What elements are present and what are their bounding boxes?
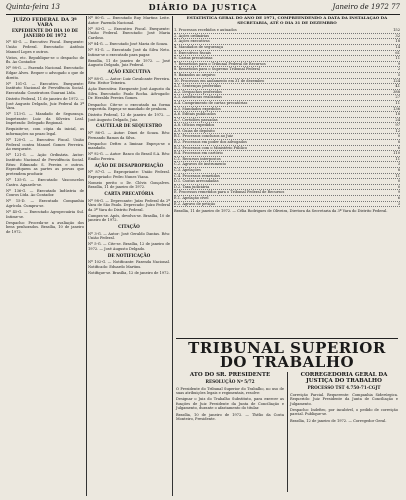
paragraph: Designar o Juiz do Trabalho Substituto, para exercer as funções de Juiz Presidente da Junta de Conciliação e Julgamento, durante o afastamento do titular. (176, 397, 284, 411)
statistics-row-value: 152 (393, 28, 400, 33)
statistics-row-label: A.8. Ofícios expedidos (174, 123, 215, 128)
statistics-row-value: 0 (397, 184, 400, 189)
statistics-row-value: 124 (393, 78, 400, 83)
statistics-row-value: 6 (397, 145, 400, 150)
paragraph: Nº 80-G. — Executado Ruy Martins Leite. Autor: Fazenda Nacional. (88, 16, 170, 25)
column-2-block (88, 260, 170, 275)
statistics-row-label: A.2. Despachos proferidos (174, 89, 222, 94)
statistics-row-value: 3 (397, 162, 400, 167)
president-act-heading: ATO DO SR. PRESIDENTE (189, 372, 271, 378)
statistics-row-label: C.4. Processos remetidos (174, 173, 220, 178)
statistics-row-value: 0 (397, 179, 400, 184)
paragraph: Despacho: Proceda-se a avaliação dos bens penhorados. Brasília, 10 de janeiro de 1972. (6, 220, 84, 234)
statistics-row-value: 110 (393, 151, 400, 156)
paragraph: Nº 98-G. — Deprecante: Juízo Federal da 2ª Vara de São Paulo. Deprecado: Juízo Federal da 3ª Vara do Distrito Federal. (88, 198, 170, 212)
paragraph: Nº 15-D. — Executado Companhia Agrícola. Cumpra-se. (6, 199, 84, 208)
paragraph: Correição Parcial. Requerente: Companhia Siderúrgica. Requerido: Juiz Presidente da Junta de Conciliação e Julgamento. (290, 392, 398, 406)
column-2-block (88, 199, 170, 223)
statistics-row-label: D.2. Taxa judiciária (174, 184, 210, 189)
paragraph: Nº 45-G. — Executado Agropecuária Sul. Intime-se. (6, 209, 84, 219)
statistics-row-label: A.9. Guias de depósito (174, 128, 215, 133)
statistics-row-value: 388 (393, 89, 400, 94)
column-divider (86, 16, 87, 496)
paragraph: Distrito Federal, 11 de janeiro de 1972. — José Augusto Delgado, Juiz Federal da 3ª Vara. (6, 96, 84, 111)
paragraph: Nº 121-G. — Ação Ordinária. Autor: Instituto Nacional de Previdência Social. Réus: Edmundo S. Pereira e outros. Especifiquem as partes as provas que pretendem produzir. (6, 153, 84, 176)
column-divider (172, 16, 173, 496)
statistics-row-value: 2 (397, 67, 400, 72)
page-header (6, 2, 400, 15)
paragraph: Brasília, 10 de janeiro de 1972. — Thélio da Costa Monteiro, Presidente. (176, 412, 284, 422)
statistics-row-label: E.1. Apelação cível (174, 196, 209, 200)
statistics-row-value: 6 (397, 196, 400, 200)
paragraph: Nº 113-G. — Mandado de Segurança. Impetrante: Luiz da Silveira Leal. Impetrado: Delegado Regional. (6, 112, 84, 126)
statistics-row-label: A.1. Sentenças proferidas (174, 84, 222, 89)
statistics-row-label: B.3. Processos com o Ministério Público (174, 145, 248, 150)
statistics-row-label: D.1. Custas arrecadadas (174, 179, 219, 184)
paragraph: Distrito Federal, 12 de janeiro de 1972. — José Augusto Delgado, Juiz. (88, 113, 170, 122)
statistics-row-value: 27 (395, 95, 400, 100)
statistics-row-value: 5 (397, 72, 400, 77)
tst-right-paragraphs (290, 393, 398, 424)
column-divider (287, 372, 288, 492)
statistics-row-value: 41 (395, 84, 400, 89)
paragraph: Brasília, 12 de janeiro de 1972. — Corregedor Geral. (290, 418, 387, 423)
paragraph: Nº 5-G. — Cite-se. Brasília, 12 de janeiro de 1972. — José Augusto Delgado. (88, 242, 170, 251)
resolution-number: RESOLUÇÃO Nº 5/72 (205, 379, 255, 384)
paragraph: Nº 83-G. — Executivo Fiscal. Exequente: União Federal. Executado: José Maria Cardoso. (88, 26, 170, 40)
header-date-right: Janeiro de 1972 77 (332, 3, 400, 11)
paragraph: Nº 92-G. — Autor: Banco do Brasil S.A. Réu: Emílio Pereira. (88, 152, 170, 161)
statistics-row-label: A.6. Editais publicados (174, 112, 216, 117)
statistics-row-label: E.2. Agravo de petição (174, 201, 216, 206)
statistics-row-value: 24 (395, 117, 400, 122)
section-heading: CARTA PRECATÓRIA (104, 191, 154, 196)
paragraph: Nº 135-G. — Executado: Vasconcelos Castro. Aguarde-se. (6, 177, 84, 187)
statistics-row-value: 11 (395, 156, 400, 161)
statistics-row-value: 18 (395, 39, 400, 44)
statistics-row-label: 9. Baixados ao arquivo (174, 72, 216, 77)
section-heading: AÇÃO DE DESAPROPRIAÇÃO (94, 162, 164, 168)
paragraph: Nº 3-G. — Autor: José Geraldo Dantas. Réu: União Federal. (88, 231, 170, 241)
statistics-row-label: B.4. Processos em cartório (174, 151, 223, 156)
column-1 (6, 16, 84, 496)
paragraph: Notifique-se. Brasília, 12 de janeiro de 1972. (88, 270, 170, 275)
paragraph: Nº 91-G. — Executado José da Silva Neto. Intime-se o executado para pagar. (88, 48, 170, 57)
column-2-block (88, 16, 170, 68)
section-heading: CAUTELAR DE SEQUESTRO (96, 123, 162, 129)
statistics-row-label: C.3. Apelações (174, 168, 201, 173)
statistics-column (174, 16, 400, 334)
statistics-row-value: 8 (397, 168, 400, 173)
column-2-block (88, 77, 170, 123)
tst-left-paragraphs (176, 387, 284, 422)
statistics-table (174, 28, 400, 207)
paragraph: Requisite-se, com cópia da inicial, as informações no prazo legal. (6, 127, 84, 137)
statistics-row (174, 202, 400, 208)
paragraph: Despacho: Cite-se o executado na forma requerida. Expeça-se mandado de penhora. (88, 102, 170, 112)
statistics-row-label: 2. Ações ordinárias (174, 33, 210, 38)
paragraph: Nº 84-G. — Executado José Maria de Souza. (88, 41, 169, 46)
statistics-row-label: 5. Executivos fiscais (174, 50, 211, 55)
column-2-block (88, 170, 170, 190)
section-heading: JUÍZO FEDERAL DA 3ª VARA (13, 17, 77, 28)
paragraph: Nomeio perito o Dr. Clóvis Gonçalves. Brasília, 11 de janeiro de 1972. (88, 180, 170, 190)
statistics-row-label: C.1. Recursos interpostos (174, 156, 221, 161)
statistics-row-label: A.7. Certidões passadas (174, 117, 218, 122)
masthead-title: DIÁRIO DA JUSTIÇA (148, 2, 258, 12)
statistics-row-value: 97 (395, 123, 400, 128)
statistics-row-label: 6. Cartas precatórias (174, 56, 213, 61)
statistics-row-label: 4. Mandados de segurança (174, 44, 224, 49)
statistics-row-label: E. Processos remetidos para o Tribunal Federal de Recursos (174, 190, 285, 195)
statistics-row-value: 18 (395, 112, 400, 117)
paragraph: Nº 85-G. — Executivo Fiscal. Exequente: União Federal. Executado: Antônio Manuel Lopes e outros. (6, 40, 84, 54)
corregedoria-heading: CORREGEDORIA GERAL DA JUSTIÇA DO TRABALHO (300, 372, 388, 384)
statistics-row-label: 3. Ações executivas (174, 39, 210, 44)
paragraph: Cumpra-se. Após, devolva-se. Brasília, 10 de janeiro de 1972. (88, 213, 170, 223)
paragraph: Nº 120-G. — Executivo Fiscal. União Federal contra Manoel Gomes Ferreira. Ao exequente. (6, 138, 84, 152)
statistics-row-label: 7. Remetidos para o Tribunal Federal de Recursos (174, 61, 266, 66)
tst-section (174, 338, 400, 498)
paragraph: Nº 136-G. — Executado Indústria de Couros Ltda. Ao Contador. (6, 188, 84, 198)
statistics-row-value: 11 (395, 56, 400, 61)
column-2 (88, 16, 170, 496)
column-2-block (88, 131, 170, 162)
section-heading: AÇÃO EXECUTIVA (107, 68, 151, 74)
tst-title: TRIBUNAL SUPERIOR DO TRABALHO (176, 338, 398, 369)
statistics-row-value: 3 (397, 201, 400, 206)
column-2-block (88, 232, 170, 252)
statistics-row-value: 32 (395, 33, 400, 38)
paragraph: Nº 98-G. — Fazenda Nacional. Executado: Edgar Alves. Requer o advogado o que de direito. (6, 66, 84, 80)
header-date-left: Quinta-feira 13 (6, 3, 60, 11)
paragraph: Vistos, etc. Republique-se o despacho de fls. Ao Contador. (6, 55, 84, 65)
column-1-paragraphs (6, 40, 84, 234)
statistics-row-value: 14 (395, 44, 400, 49)
statistics-row-value: 136 (393, 106, 400, 111)
paragraph: Ação Executiva: Exequente José Augusto da Silva. Executado: Paulo Rocha. Advogado: Dr. Heraldo Pereira Gomes. (88, 87, 170, 101)
paragraph: Nº 87-G. — Expropriante: União Federal. Expropriado: Pedro Nunes Viana. (88, 170, 170, 179)
statistics-row-label: A.5. Mandados expedidos (174, 106, 221, 111)
paragraph: Nº 86-G. — Autor: Dinei de Souza. Réu: Fernando Ramos da Silva. (88, 130, 170, 140)
paragraph: Nº 101-G. — Executivo. Exequente: Instituto Nacional de Previdência Social. Executada: Construtora Guarani Ltda. (6, 81, 84, 95)
process-number: PROCESSO TST 4.750-71-CGJT (307, 385, 381, 390)
statistics-row-value: 0 (397, 134, 400, 139)
section-heading: DE NOTIFICAÇÃO (107, 252, 151, 258)
statistics-row-value: 8 (397, 140, 400, 145)
paragraph: Despacho: Defiro a liminar. Expeça-se o mandado. (88, 141, 170, 151)
statistics-row-value: 9 (397, 190, 400, 195)
statistics-row-value: 9 (397, 61, 400, 66)
section-heading: CITAÇÃO (118, 224, 140, 230)
statistics-row-label: 8. Remetidos para o Supremo Tribunal Federal (174, 67, 260, 72)
statistics-row-label: A.3. Audiências realizadas (174, 95, 223, 100)
statistics-row-label: C.2. Agravos de instrumento (174, 162, 227, 167)
statistics-row-label: A.4. Cumprimento de cartas precatórias (174, 100, 248, 105)
statistics-row-value: 11 (395, 100, 400, 105)
statistics-footer: Brasília, 11 de janeiro de 1972. — Célia Rodrigues de Oliveira, Diretora da Secretaria da 3ª Vara do Distrito Federal. (174, 209, 388, 214)
paragraph: Nº 88-G. — Autor: Luiz Cavalcante Ferreira. Réu: Heitor Teixeira. (88, 76, 170, 86)
paragraph: Nº 102-G. — Notificante: Fazenda Nacional. Notificado: Eduardo Martins. (88, 260, 170, 269)
statistics-row-value: 12 (395, 128, 400, 133)
statistics-row-label: B.2. Processos em poder dos advogados (174, 140, 247, 145)
tst-right-column (290, 372, 398, 425)
statistics-title: ESTATÍSTICA GERAL DO ANO DE 1971, COMPREENDENDO A DATA DA INSTALAÇÃO DA SECRETARIA, ATÉ O DIA 31 DE DEZEMBRO (186, 16, 388, 25)
paragraph: O Presidente do Tribunal Superior do Trabalho, no uso de suas atribuições legais e regimentais, resolve: (176, 386, 284, 396)
section-subheading: EXPEDIENTE DO DIA 10 DE JANEIRO DE 1972 (11, 28, 79, 38)
tst-left-column (176, 372, 284, 423)
statistics-row-value: 61 (395, 50, 400, 55)
statistics-row-value: 11 (395, 173, 400, 178)
paragraph: Despacho: Indefiro, por incabível, o pedido de correição parcial. Publique-se. (290, 407, 398, 417)
paragraph: Brasília, 11 de janeiro de 1972. — José Augusto Delgado, Juiz Federal. (88, 58, 170, 68)
statistics-row-label: 10. Processos em andamento em 31 de dezembro (174, 78, 265, 83)
statistics-row-label: B.1. Processos conclusos ao Juiz (174, 134, 233, 139)
statistics-row-label: 1. Processos recebidos e autuados (174, 28, 237, 33)
